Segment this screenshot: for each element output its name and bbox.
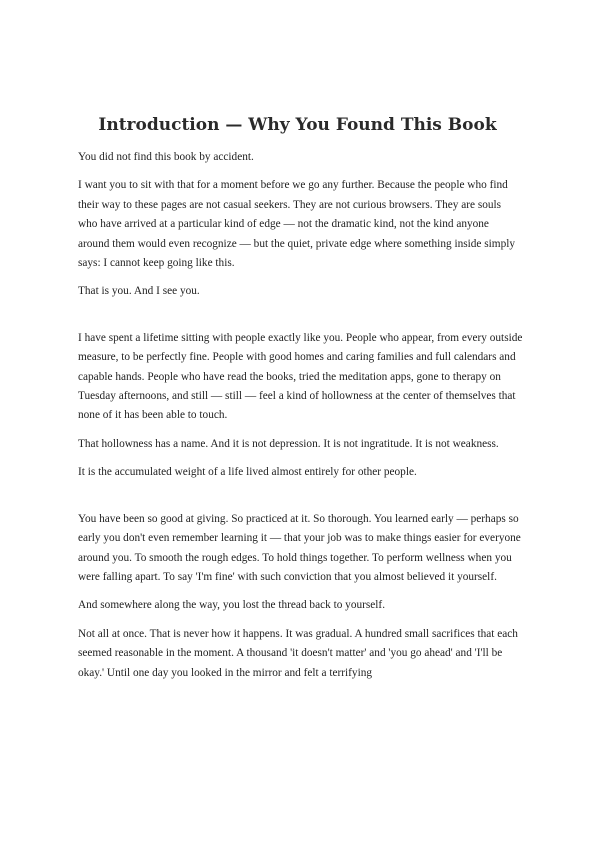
paragraph: That is you. And I see you. [78, 285, 200, 298]
section-spacer [78, 311, 523, 329]
paragraph: It is the accumulated weight of a life lived almost entirely for other people. [78, 466, 417, 479]
paragraph: Not all at once. That is never how it happens. It was gradual. A hundred small sacrifices that each seemed reasonable in the moment. A thousand 'it doesn't matter' and 'you go ahead' and 'I'll be okay.' Until one day you looked in the mirror and felt a terrifying [78, 627, 518, 679]
section-spacer [78, 492, 523, 510]
paragraph: And somewhere along the way, you lost the thread back to yourself. [78, 599, 386, 612]
chapter-body [78, 148, 523, 692]
paragraph: I have spent a lifetime sitting with people exactly like you. People who appear, from every outside measure, to be perfectly fine. People with good homes and caring families and full calendars and capable hands. People who have read the books, tried the meditation apps, gone to therapy on Tuesday afternoons, and still — still — feel a kind of hollowness at the center of themselves that none of it has been able to touch. [78, 331, 523, 422]
paragraph: I want you to sit with that for a moment before we go any further. Because the people who find their way to these pages are not casual seekers. They are not curious browsers. They are souls who have arrived at a particular kind of edge — not the dramatic kind, not the kind anyone around them would even recognize — but the quiet, private edge where something inside simply says: I cannot keep going like this. [78, 179, 516, 270]
paragraph: You have been so good at giving. So practiced at it. So thorough. You learned early — perhaps so early you don't even remember learning it — that your job was to make things easier for everyone around you. To smooth the rough edges. To hold things together. To perform wellness when you were falling apart. To say 'I'm fine' with such conviction that you almost believed it yourself. [78, 512, 521, 583]
paragraph: You did not find this book by accident. [78, 151, 254, 163]
paragraph: That hollowness has a name. And it is not depression. It is not ingratitude. It is not weakness. [78, 437, 499, 450]
chapter-title: Introduction — Why You Found This Book [98, 115, 497, 135]
